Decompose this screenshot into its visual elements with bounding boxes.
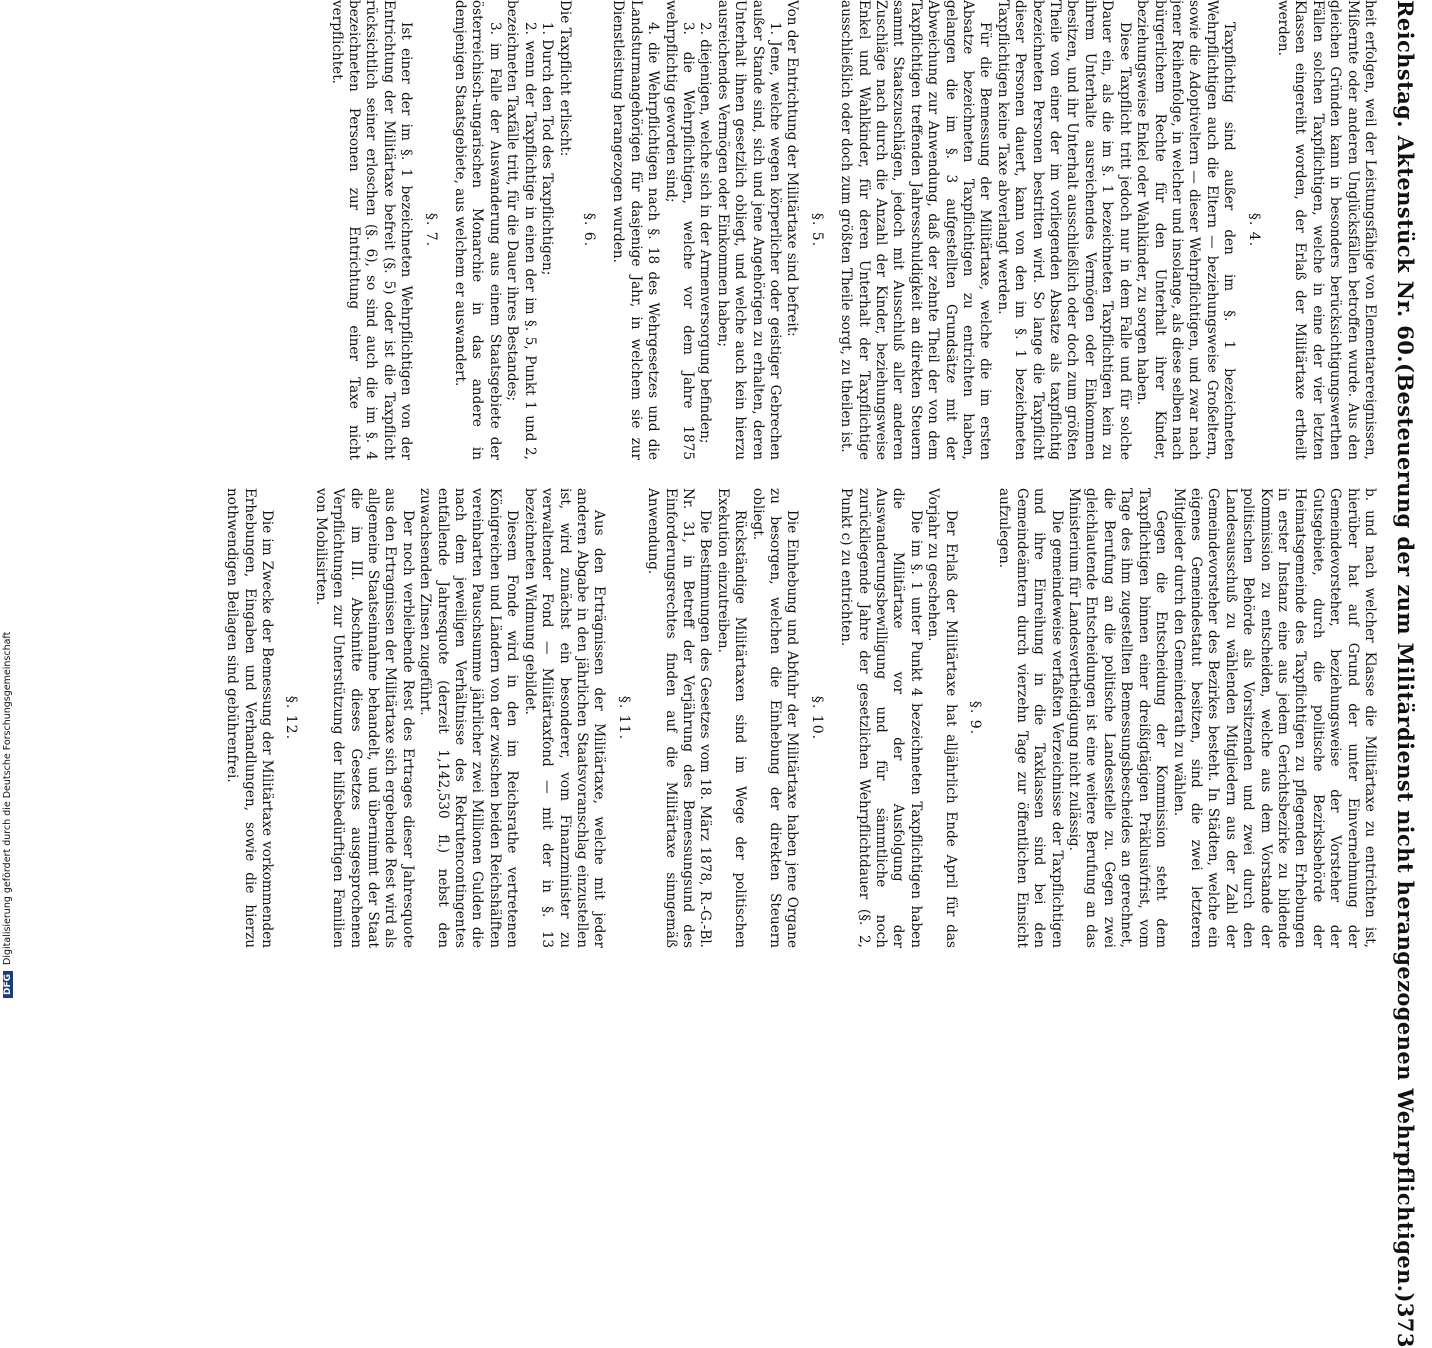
digitization-credit (2, 632, 13, 998)
paragraph: Die Taxpflicht erlischt: (556, 0, 573, 157)
rotated-page (11, 0, 1426, 1348)
dfg-logo: DFG (3, 971, 13, 998)
list-item: 2. diejenigen, welche sich in der Armenversorgung befinden; (697, 22, 714, 444)
paragraph: Die im §. 1 unter Punkt 4 bezeichneten Taxpflichtigen haben die Militärtaxe vor der Ausfolgung der Auswanderungsbewilligung und für sämmtliche noch zurückliegende Jahre der gesetzlichen Wehrpflichtdauer (§. 2, Punkt c) zu entrichten. (838, 488, 924, 948)
paragraph: heit erfolgen, weil der Leistungsfähige von Elementarereignissen, Mißernte oder anderen Unglücksfällen betroffen wurde. Aus den gleichen Gründen kann in besonders berücksichtigungswerthen Fällen solchen Taxpflichtigen, welche in eine der vier letzten Klassen eingereiht worden, der Erlaß der Militärtaxe ertheilt werden. (1274, 0, 1378, 460)
section-heading: §. 6. (580, 212, 597, 248)
paragraph: Taxpflichtig sind außer den im §. 1 bezeichneten Wehrpflichtigen auch die Eltern — beziehungsweise Großeltern, sowie die Adoptiveltern — dieser Wehrpflichtigen, und zwar nach jener Reihenfolge, in welcher und insolange, als diese selben nach bürgerlichem Rechte für den Unterhalt ihrer Kinder, beziehungsweise Enkel oder Wahlkinder, zu sorgen haben. (1134, 0, 1238, 460)
header-middle: (Besteuerung der zum Militärdienst nicht herangezogenen Wehrpflichtigen.) (1393, 362, 1418, 1303)
paragraph: Rückständige Militärtaxen sind im Wege der politischen Exekution einzutreiben. (714, 488, 749, 948)
section-heading: §. 10. (808, 695, 825, 741)
paragraph: Die im Zwecke der Bemessung der Militärtaxe vorkommenden Erhebungen, Eingaben und Verhandlungen, sowie die hierzu nothwendigen Beilagen sind gebührenfrei. (224, 488, 276, 948)
paragraph: Von der Entrichtung der Militärtaxe sind befreit: (784, 0, 801, 337)
paragraph: Diese Taxpflicht tritt jedoch nur in dem Falle und für solche Dauer ein, als die im §. 1 bezeichneten Taxpflichtigen kein zu ihrem Unterhalte ausreichendes Vermögen oder Einkommen besitzen, und ihr Unterhalt ausschließlich oder doch zum größten Theile von einer der im vorliegenden Absatze als taxpflichtig bezeichneten Personen bestritten wird. So lange die Taxpflicht dieser Personen dauert, kann von den im §. 1 bezeichneten Taxpflichtigen keine Taxe abverlangt werden. (994, 0, 1133, 460)
paragraph: Gegen die Entscheidung der Kommission steht dem Taxpflichtigen binnen einer dreißigtägigen Präklusivfrist, vom Tage des ihm zugestellten Bemessungsbescheides an gerechnet, die Berufung an die politische Landesstelle zu. Gegen zwei gleichlautende Entscheidungen ist eine weitere Berufung an das Ministerium für Landesvertheidigung nicht zulässig. (1066, 488, 1170, 948)
page-number: 373 (1393, 1302, 1418, 1348)
paragraph: Für die Bemessung der Militärtaxe, welche die im ersten Absatze bezeichneten Taxpflichtigen zu entrichten haben, gelangen die im §. 3 aufgestellten Grundsätze mit der Abweichung zur Anwendung, daß der zehnte Theil der von dem Taxpflichtigen treffenden Jahresschuldigkeit an direkten Steuern sammt Staatszuschlägen, jedoch mit Ausschluß aller anderen Zuschläge nach durch die Anzahl der Kinder, beziehungsweise Enkel und Wahlkinder, für deren Unterhalt der Taxpflichtige ausschließlich oder doch zum größten Theile sorgt, zu theilen ist. (838, 0, 994, 460)
section-heading: §. 4. (1245, 212, 1262, 248)
credit-text: Digitalisierung gefördert durch die Deutsche Forschungsgemeinschaft (2, 631, 13, 965)
section-heading: §. 11. (615, 695, 632, 741)
paragraph: Diesem Fonde wird in den im Reichsrathe vertretenen Königreichen und Ländern von der zwischen beiden Reichshälften vereinbarten Pauschsumme jährlicher zwei Millionen Gulden die nach dem jeweiligen Verhältnisse des Rekrutencontingentes entfallende Jahresquote (derzeit 1,142,530 fl.) nebst den zuwachsenden Zinsen zugeführt. (417, 488, 521, 948)
section-heading: §. 5. (808, 212, 825, 248)
paragraph: Der noch verbleibende Rest des Ertrages dieser Jahresquote aus den Ertragnissen der Militärtaxe sich ergebende Rest wird als allgemeine Staatseinnahme behandelt, und übernimmt der Staat die im III. Abschnitte dieses Gesetzes ausgesprochenen Verpflichtungen zur Unterstützung der hilfsbedürftigen Familien von Mobilisirten. (312, 488, 416, 948)
section-heading: §. 9. (967, 700, 984, 736)
paragraph: Die Einhebung und Abfuhr der Militärtaxe haben jene Organe zu besorgen, welchen die Einhebung der direkten Steuern obliegt. (749, 488, 801, 948)
list-item: 1. Durch den Tod des Taxpflichtigen; (539, 22, 556, 276)
column-left (327, 0, 1378, 460)
paragraph: b. und nach welcher Klasse die Militärtaxe zu entrichten ist, hierüber hat auf Grund der unter Einvernehmung der Gemeindevorsteher, beziehungsweise der Vorsteher der Gutsgebiete, durch die politische Bezirksbehörde der Heimatsgemeinde des Taxpflichtigen zu pflegenden Erhebungen in erster Instanz eine aus jedem Gerichtsbezirke zu bildende Kommission zu entscheiden, welche aus dem Vorstande der politischen Behörde als Vorsitzenden und zwei durch den Landesausschuß zu wählenden Mitgliedern aus der Zahl der Gemeindevorsteher des Bezirkes besteht. In Städten, welche ein eigenes Gemeindestatut besitzen, sind die zwei letzteren Mitglieder durch den Gemeinderath zu wählen. (1170, 488, 1378, 948)
paragraph: Der Erlaß der Militärtaxe hat alljährlich Ende April für das Vorjahr zu geschehen. (925, 488, 959, 948)
paragraph: Die gemeindeweise verfaßten Verzeichnisse der Taxpflichtigen und ihre Einreihung in die Taxklassen sind bei den Gemeindeämtern durch vierzehn Tage zur öffentlichen Einsicht aufzulegen. (996, 488, 1065, 948)
list-item: 2. wenn der Taxpflichtige in einen der im §. 5, Punkt 1 und 2, bezeichneten Taxfälle tritt, für die Dauer ihres Bestandes; (504, 0, 538, 460)
list-item: 3. im Falle der Auswanderung aus einem Staatsgebiete der österreichisch-ungarischen Monarchie in das andere in demjenigen Staatsgebiete, aus welchem er auswandert. (452, 0, 503, 460)
list-item: 1. Jene, welche wegen körperlicher oder geistiger Gebrechen außer Stande sind, sich und jene Angehörigen zu erhalten, deren Unterhalt ihnen gesetzlich obliegt, und welche auch kein hierzu ausreichendes Vermögen oder Einkommen haben; (714, 0, 783, 460)
page-header (1388, 0, 1418, 1348)
section-heading: §. 7. (422, 212, 439, 248)
paragraph: Ist einer der im §. 1 bezeichneten Wehrpflichtigen von der Entrichtung der Militärtaxe befreit (§. 5) oder ist die Taxpflicht rücksichtlich seiner erloschen (§. 6), so sind auch die im §. 4 bezeichneten Personen zur Entrichtung einer Taxe nicht verpflichtet. (328, 0, 415, 460)
paragraph: Aus den Erträgnissen der Militärtaxe, welche mit jeder anderen Abgabe in den jährlichen Staatsvoranschlag einzustellen ist, wird zunächst ein besonderer, vom Finanzminister zu verwaltender Fond — Militärtaxfond — mit der in §. 13 bezeichneten Widmung gebildet. (521, 488, 608, 948)
list-item: 3. die Wehrpflichtigen, welche vor dem Jahre 1875 wehrpflichtig geworden sind; (662, 0, 696, 460)
paragraph: Die Bestimmungen des Gesetzes vom 18. März 1878, R.-G.-Bl. Nr. 31, in Betreff der Verjährung des Bemessungsund des Einforderungsrechtes finden auf die Militärtaxe sinngemäß Anwendung. (645, 488, 714, 948)
section-heading: §. 12. (283, 695, 300, 741)
list-item: 4. die Wehrpflichtigen nach §. 18 des Wehrgesetzes und die Landsturmangehörigen für dasjenige Jahr, in welchem sie zur Dienstleistung herangezogen wurden. (610, 0, 662, 460)
header-left: Reichstag. Aktenstück Nr. 60. (1393, 0, 1418, 363)
column-right (223, 488, 1378, 948)
